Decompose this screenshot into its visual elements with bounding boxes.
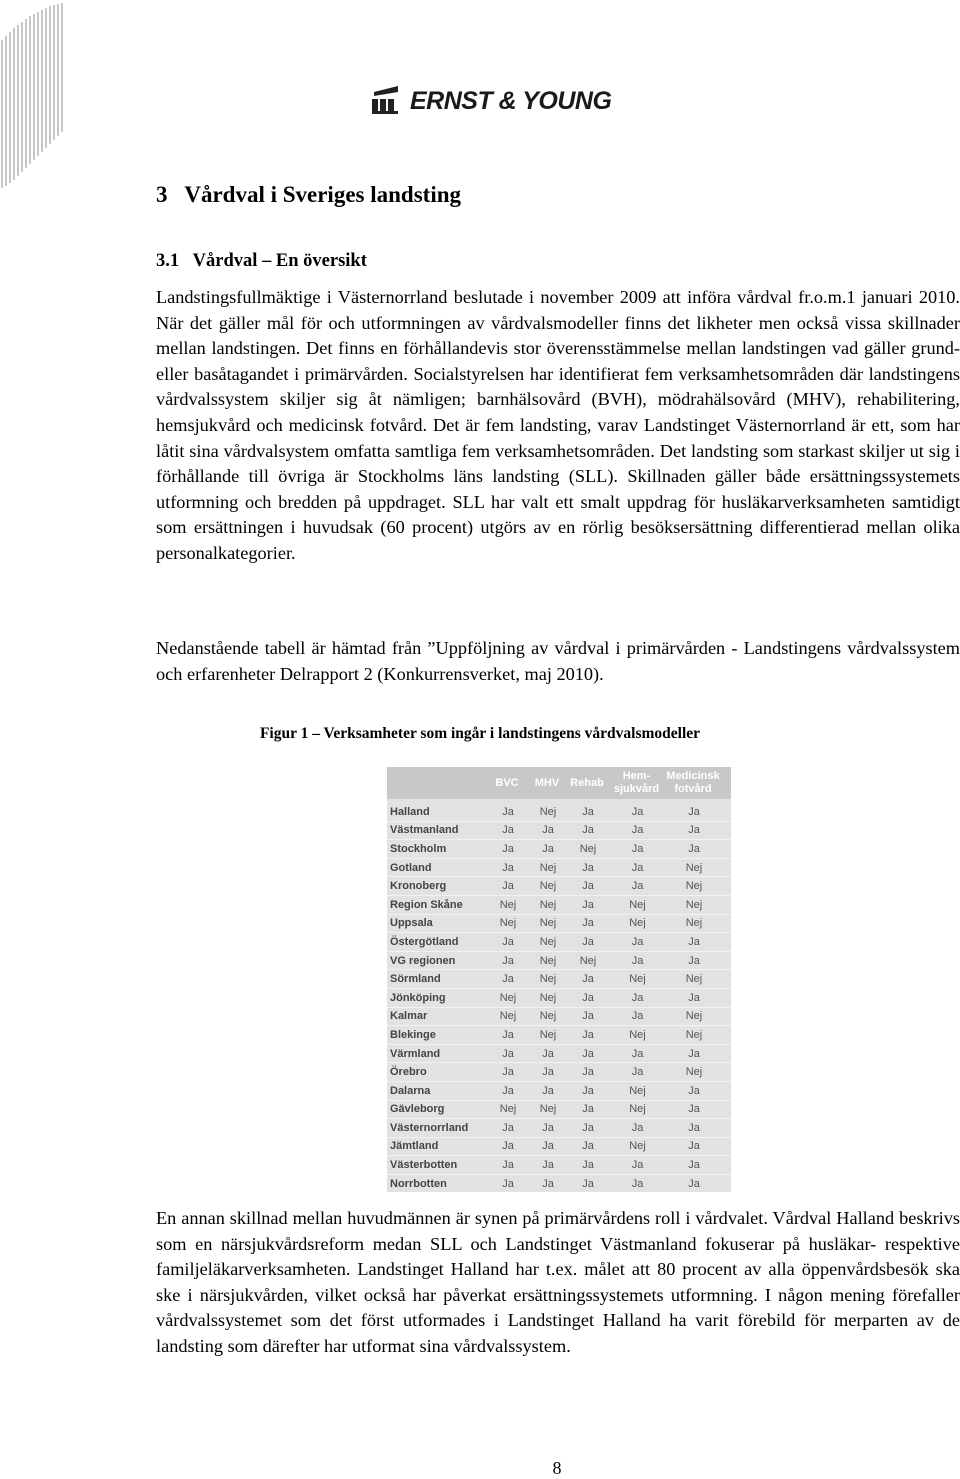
table-cell: Nej	[499, 1010, 517, 1023]
row-label: Kalmar	[390, 1010, 428, 1023]
table-cell: Nej	[629, 917, 646, 930]
table-cell: Ja	[502, 1121, 514, 1134]
table-row	[387, 895, 731, 914]
decorative-stripes	[0, 0, 70, 190]
table-cell: Nej	[629, 973, 646, 986]
table-cell: Ja	[631, 1047, 644, 1060]
table-row	[387, 858, 731, 877]
table-cell: Ja	[582, 1028, 594, 1041]
row-label: Dalarna	[390, 1084, 431, 1097]
table-row	[387, 1007, 731, 1026]
table-cell: Ja	[502, 842, 514, 855]
table-cell: Ja	[502, 1028, 514, 1041]
table-cell: Ja	[631, 880, 644, 893]
table-cell: Nej	[685, 880, 703, 893]
table-cell: Ja	[688, 824, 700, 837]
table-cell: Ja	[542, 842, 554, 855]
table-cell: Ja	[502, 1140, 514, 1153]
table-cell: Nej	[685, 898, 703, 911]
table-cell: Nej	[539, 898, 557, 911]
table-cell: Ja	[631, 935, 644, 948]
table-row	[387, 988, 731, 1007]
table-cell: Ja	[502, 1066, 514, 1079]
row-label: Jönköping	[390, 991, 446, 1004]
row-label: Norrbotten	[390, 1177, 447, 1190]
table-header	[387, 767, 731, 799]
table-cell: Ja	[688, 1159, 700, 1172]
row-label: Blekinge	[390, 1028, 436, 1041]
table-row	[387, 1081, 731, 1100]
table-cell: Ja	[688, 935, 700, 948]
table-cell: Ja	[582, 1103, 594, 1116]
table-cell: Ja	[582, 805, 594, 818]
table-cell: Nej	[499, 917, 517, 930]
table-cell: Ja	[582, 935, 594, 948]
table-cell: Nej	[539, 917, 557, 930]
table-cell: Ja	[631, 1010, 644, 1023]
table-cell: Nej	[539, 1103, 557, 1116]
table-cell: Ja	[631, 954, 644, 967]
table-cell: Ja	[688, 805, 700, 818]
table-cell: Nej	[539, 954, 557, 967]
table-body	[387, 803, 731, 1192]
table-cell: Nej	[579, 842, 597, 855]
table-cell: Nej	[629, 1028, 646, 1041]
table-cell: Ja	[631, 824, 644, 837]
row-label: Västernorrland	[390, 1121, 469, 1134]
table-cell: Ja	[582, 1121, 594, 1134]
table-cell: Ja	[582, 1140, 594, 1153]
table-cell: Ja	[582, 1047, 594, 1060]
table-cell: Ja	[688, 1121, 700, 1134]
figure-caption: Figur 1 – Verksamheter som ingår i landstingens vårdvalsmodeller	[259, 725, 701, 742]
vardval-table	[387, 767, 731, 1192]
column-header-rehab: Rehab	[570, 776, 604, 789]
table-cell: Ja	[582, 824, 594, 837]
table-cell: Ja	[502, 935, 514, 948]
chapter-heading: 3 Vårdval i Sveriges landsting	[156, 182, 461, 207]
table-cell: Nej	[539, 805, 557, 818]
row-label: Kronoberg	[390, 880, 447, 893]
page-number: 8	[552, 1458, 562, 1478]
table-cell: Ja	[542, 1084, 554, 1097]
table-cell: Nej	[539, 1010, 557, 1023]
table-cell: Ja	[502, 805, 514, 818]
table-cell: Ja	[688, 1177, 700, 1190]
table-cell: Ja	[502, 1159, 514, 1172]
table-cell: Nej	[539, 861, 557, 874]
table-cell: Ja	[502, 824, 514, 837]
row-label: Stockholm	[390, 842, 447, 855]
table-cell: Ja	[542, 1140, 554, 1153]
table-cell: Nej	[685, 973, 703, 986]
ernst-young-logo-icon	[370, 86, 402, 116]
table-cell: Ja	[688, 1103, 700, 1116]
table-cell: Ja	[582, 1010, 594, 1023]
table-cell: Nej	[629, 1103, 646, 1116]
table-cell: Ja	[688, 954, 700, 967]
table-row	[387, 1044, 731, 1063]
row-label: Gotland	[390, 861, 432, 874]
table-cell: Nej	[685, 861, 703, 874]
table-cell: Ja	[631, 1159, 644, 1172]
table-row	[387, 803, 731, 821]
table-cell: Ja	[502, 861, 514, 874]
table-cell: Ja	[502, 880, 514, 893]
table-cell: Ja	[542, 1066, 554, 1079]
table-cell: Ja	[582, 991, 594, 1004]
body-paragraph-3: En annan skillnad mellan huvudmännen är synen på primärvårdens roll i vårdvalet. Vårdval Halland beskrivs som en närsjukvårdsreform medan SLL och Landstinget Västmanland fokuserar på husläkar- respektive familjeläkarverksamheten. Landstinget Halland har t.ex. målet att 80 procent av alla öppenvårdsbesök ska ske i närsjukvården, vilket också har påverkat ersättningssystemets utformning. I någon mening förefaller vårdvalssystemet som det först utformades i Landstinget Halland ha varit förebild för merparten av de landsting som därefter har utformat sina vårdvalssystem.	[156, 1208, 960, 1356]
table-cell: Ja	[582, 1084, 594, 1097]
table-cell: Ja	[502, 973, 514, 986]
table-cell: Ja	[631, 1177, 644, 1190]
table-row	[387, 951, 731, 970]
row-label: Region Skåne	[390, 898, 463, 911]
table-corner	[387, 767, 485, 799]
body-paragraph-1: Landstingsfullmäktige i Västernorrland beslutade i november 2009 att införa vårdval fr.o.m.1 januari 2010. När det gäller mål för och utformningen av vårdvalsmodeller finns det likheter men också vissa skillnader mellan landstingen. Det finns en förhållandevis stor överensstämmelse mellan landstingen vad gäller grund- eller basåtagandet i primärvården. Socialstyrelsen har identifierat fem verksamhetsområden där landstingens vårdvalssystem skiljer sig åt nämligen; barnhälsovård (BVH), mödrahälsovård (MHV), rehabilitering, hemsjukvård och medicinsk fotvård. Det är fem landsting, varav Landstinget Västernorrland är ett, som har låtit sina vårdvalsystem omfatta samtliga fem verksamhetsområden. Det landsting som starkast skiljer ut sig i förhållande till övriga är Stockholms läns landsting (SLL). Skillnaden gäller både ersättningssystemets utformning och bredden på uppdraget. SLL har valt ett smalt uppdrag för husläkarverksamheten samtidigt som ersättningen i huvudsak (60 procent) utgörs av en rörlig besöksersättning differentierad mellan olika personalkategorier.	[156, 287, 960, 563]
row-label: Värmland	[390, 1047, 441, 1060]
table-cell: Ja	[582, 973, 594, 986]
table-cell: Ja	[542, 1047, 554, 1060]
row-label: VG regionen	[390, 954, 456, 967]
table-row	[387, 821, 731, 840]
table-cell: Nej	[629, 1084, 646, 1097]
table-cell: Ja	[582, 898, 594, 911]
table-cell: Ja	[502, 1084, 514, 1097]
table-cell: Nej	[685, 917, 703, 930]
table-cell: Ja	[542, 1177, 554, 1190]
table-cell: Nej	[539, 880, 557, 893]
row-label: Uppsala	[390, 917, 433, 930]
row-label: Halland	[390, 805, 430, 818]
table-cell: Nej	[579, 954, 597, 967]
table-cell: Ja	[582, 880, 594, 893]
section-heading: 3.1 Vårdval – En översikt	[156, 251, 367, 271]
column-header-hemsjukvard: Hem- sjukvård	[613, 770, 660, 795]
table-cell: Ja	[542, 1121, 554, 1134]
table-row	[387, 1174, 731, 1193]
table-cell: Ja	[631, 1121, 644, 1134]
company-logo	[370, 86, 611, 116]
table-row	[387, 1100, 731, 1119]
row-label: Jämtland	[390, 1140, 439, 1153]
table-cell: Nej	[499, 898, 517, 911]
table-row	[387, 1025, 731, 1044]
table-cell: Ja	[582, 861, 594, 874]
table-cell: Ja	[631, 805, 644, 818]
table-cell: Ja	[631, 861, 644, 874]
table-cell: Ja	[582, 1177, 594, 1190]
table-cell: Ja	[688, 1084, 700, 1097]
table-row	[387, 839, 731, 858]
table-cell: Nej	[685, 1066, 703, 1079]
table-cell: Ja	[631, 1066, 644, 1079]
table-cell: Nej	[499, 1103, 517, 1116]
table-row	[387, 932, 731, 951]
table-cell: Ja	[542, 1159, 554, 1172]
table-cell: Nej	[539, 935, 557, 948]
row-label: Västmanland	[390, 824, 459, 837]
table-cell: Ja	[502, 954, 514, 967]
table-cell: Ja	[502, 1047, 514, 1060]
table-cell: Nej	[539, 973, 557, 986]
table-row	[387, 914, 731, 933]
table-cell: Ja	[542, 824, 554, 837]
table-row	[387, 876, 731, 895]
row-label: Gävleborg	[390, 1103, 445, 1116]
table-cell: Ja	[582, 1066, 594, 1079]
row-label: Västerbotten	[390, 1159, 458, 1172]
row-label: Östergötland	[390, 935, 459, 948]
table-cell: Ja	[688, 1047, 700, 1060]
table-cell: Nej	[685, 1010, 703, 1023]
table-cell: Ja	[631, 842, 644, 855]
table-cell: Ja	[688, 991, 700, 1004]
table-cell: Nej	[629, 1140, 646, 1153]
column-header-bvc: BVC	[495, 776, 519, 789]
table-cell: Ja	[688, 1140, 700, 1153]
table-row	[387, 1137, 731, 1156]
table-cell: Nej	[499, 991, 517, 1004]
table-cell: Ja	[582, 1159, 594, 1172]
table-cell: Ja	[582, 917, 594, 930]
table-cell: Ja	[688, 842, 700, 855]
table-row	[387, 1155, 731, 1174]
row-label: Sörmland	[390, 973, 441, 986]
table-cell: Nej	[629, 898, 646, 911]
table-cell: Nej	[685, 1028, 703, 1041]
table-row	[387, 969, 731, 988]
table-cell: Ja	[631, 991, 644, 1004]
body-paragraph-2: Nedanstående tabell är hämtad från ”Uppföljning av vårdval i primärvården - Landstingens vårdvalssystem och erfarenheter Delrapport 2 (Konkurrensverket, maj 2010).	[156, 638, 960, 684]
table-cell: Ja	[502, 1177, 514, 1190]
column-header-mhv: MHV	[534, 776, 560, 789]
table-row	[387, 1118, 731, 1137]
table-cell: Nej	[539, 991, 557, 1004]
column-header-medicinsk-fotvard: Medicinsk fotvård	[666, 770, 720, 795]
row-label: Örebro	[390, 1066, 427, 1079]
table-row	[387, 1062, 731, 1081]
table-cell: Nej	[539, 1028, 557, 1041]
logo-text: ERNST & YOUNG	[410, 86, 612, 115]
